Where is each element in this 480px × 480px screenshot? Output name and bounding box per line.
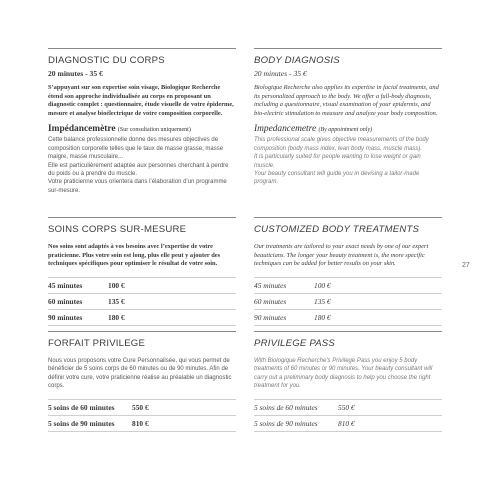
impedance-text: Cette balance professionnelle donne des mesures objectives de composition corporelle telles que le taux de masse grasse, masse maigre, masse musculaire... xyxy=(48,137,224,161)
impedance-title: Impedancemetre (By appointment only) xyxy=(254,124,373,135)
price-row: 90 minutes 180 € xyxy=(48,310,236,326)
customized-section xyxy=(254,224,442,326)
price-row: 60 minutes 135 € xyxy=(48,294,236,310)
impedance-note: (Sur consultation uniquement) xyxy=(117,127,191,134)
section-title: CUSTOMIZED BODY TREATMENTS xyxy=(254,224,420,235)
section-text: With Biologique Recherche’s Privilege Pass you enjoy 5 body treatments of 60 minutes or 90 minutes. Your beauty consultant will carry out a preliminary body diagnosis to help you choose the right treatment for you. xyxy=(254,358,433,390)
impedance-text: It is particularly suited for people wanting to lose weight or gain muscle. xyxy=(254,154,421,169)
section-title: DIAGNOSTIC DU CORPS xyxy=(48,55,165,66)
section-divider xyxy=(48,48,236,49)
section-intro: Biologique Recherche also applies its expertise in facial treatments, and its personalized approach to the body. We offer a full-body diagnosis, including a questionnaire, visual examination of your epidermis, and bio-electric stimulation to measure and analyze your body composition. xyxy=(254,84,439,117)
diagnostic-section xyxy=(48,55,236,195)
section-intro: S’appuyant sur son expertise soin visage, Biologique Recherche étend son approche individualisée au corps en proposant un diagnostic complet : questionnaire, étude visuelle de votre épiderme, mesure et analyse bioélectrique de votre composition corporelle. xyxy=(48,84,234,117)
section-divider xyxy=(48,217,236,218)
section-divider xyxy=(254,331,442,332)
price-row: 5 soins de 60 minutes 550 € xyxy=(48,399,236,416)
impedance-text: Votre praticienne vous orientera dans l’élaboration d’un programme sur-mesure. xyxy=(48,179,227,194)
impedance-text: Your beauty consultant will guide you in devising a tailor-made program. xyxy=(254,171,420,186)
section-title: FORFAIT PRIVILEGE xyxy=(48,338,146,349)
price-row: 90 minutes 180 € xyxy=(254,310,442,326)
impedance-title: Impédancemètre (Sur consultation uniquement) xyxy=(48,124,191,135)
soins-section xyxy=(48,224,236,326)
section-divider xyxy=(254,217,442,218)
privilege-section xyxy=(254,338,442,432)
section-divider xyxy=(254,48,442,49)
section-price: 20 minutes - 35 € xyxy=(254,69,307,78)
impedance-text: Elle est particulièrement adaptée aux personnes cherchant à perdre du poids ou à prendre du muscle. xyxy=(48,162,229,177)
section-title: SOINS CORPS SUR-MESURE xyxy=(48,224,187,235)
price-table xyxy=(48,277,236,326)
section-title: BODY DIAGNOSIS xyxy=(254,55,340,66)
price-row: 45 minutes 100 € xyxy=(254,277,442,294)
price-table xyxy=(254,399,442,432)
price-row: 5 soins de 60 minutes 550 € xyxy=(254,399,442,416)
price-row: 60 minutes 135 € xyxy=(254,294,442,310)
section-divider xyxy=(48,331,236,332)
price-row: 45 minutes 100 € xyxy=(48,277,236,294)
section-text: Nous vous proposons votre Cure Personnalisée, qui vous permet de bénéficier de 5 soins corps de 60 minutes ou de 90 minutes. Afin de définir votre cure, votre praticienne réalise au préalable un diagnostic corps. xyxy=(48,358,232,390)
price-row: 5 soins de 90 minutes 810 € xyxy=(48,416,236,432)
section-title: PRIVILEGE PASS xyxy=(254,338,336,349)
forfait-section xyxy=(48,338,236,432)
impedance-note: (By appointment only) xyxy=(318,127,373,134)
diagnosis-section xyxy=(254,55,442,187)
price-table xyxy=(48,399,236,432)
section-price: 20 minutes - 35 € xyxy=(48,69,103,78)
page-number: 27 xyxy=(462,262,470,269)
section-intro: Nos soins sont adaptés à vos besoins avec l’expertise de votre praticienne. Plus votre soin est long, plus elle peut y ajouter des techniques spécifiques pour optimiser le résultat de votre soin. xyxy=(48,243,221,268)
price-row: 5 soins de 90 minutes 810 € xyxy=(254,416,442,432)
section-intro: Our treatments are tailored to your exact needs by one of our expert beauticians. The longer your beauty treatment is, the more specific techniques can be added for better results on your skin. xyxy=(254,243,429,268)
price-table xyxy=(254,277,442,326)
impedance-text: This professional scale gives objective measurements of the body composition (body mass index, lean body mass, muscle mass). xyxy=(254,137,429,152)
